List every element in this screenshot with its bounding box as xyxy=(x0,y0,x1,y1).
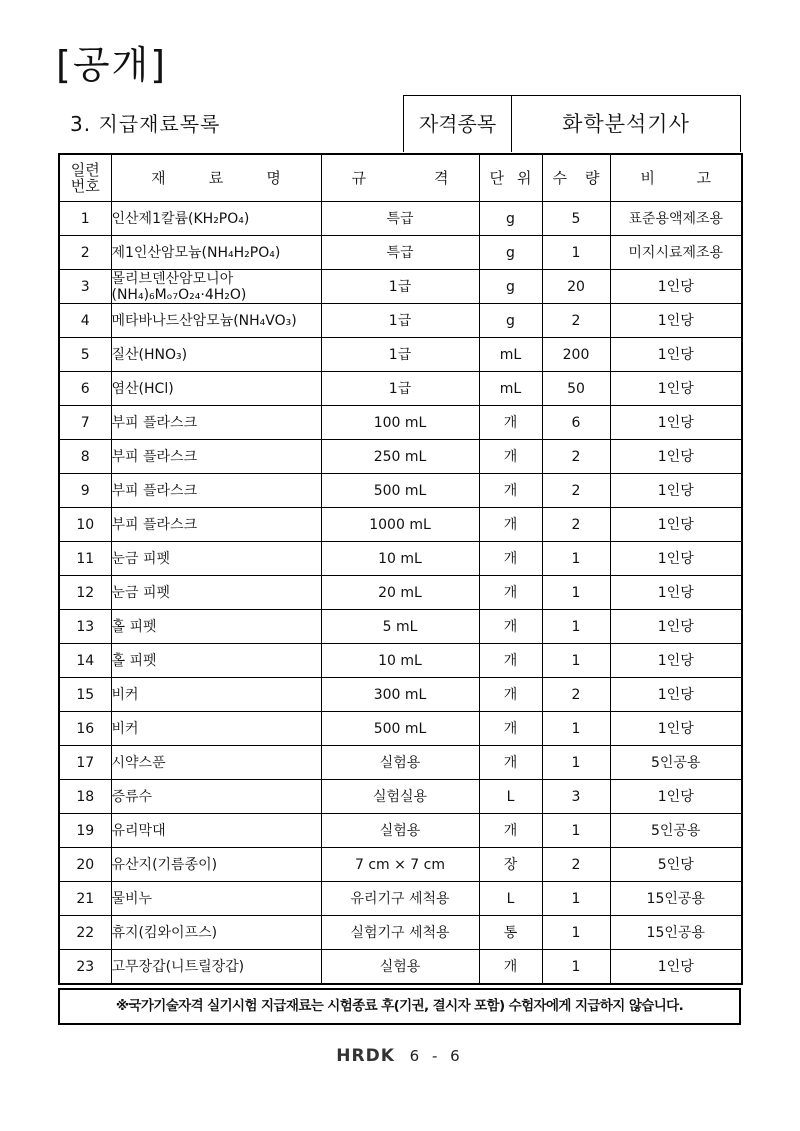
table-row xyxy=(59,644,742,678)
cell-remarks: 1인당 xyxy=(610,270,742,304)
table-row xyxy=(59,508,742,542)
cell-specification: 250 mL xyxy=(321,440,479,474)
cell-unit: 개 xyxy=(479,610,542,644)
cell-serial-number: 18 xyxy=(59,780,111,814)
cell-specification: 5 mL xyxy=(321,610,479,644)
header-specification-char2: 격 xyxy=(434,169,449,187)
table-row xyxy=(59,236,742,270)
certification-value: 화학분석기사 xyxy=(562,112,690,136)
cell-serial-number: 23 xyxy=(59,950,111,985)
cell-quantity: 5 xyxy=(542,202,610,236)
cell-material-name: 눈금 피펫 xyxy=(111,542,321,576)
table-row xyxy=(59,712,742,746)
cell-quantity: 1 xyxy=(542,644,610,678)
header-specification xyxy=(321,154,479,202)
header-quantity-char2: 량 xyxy=(585,169,600,187)
cell-quantity: 1 xyxy=(542,542,610,576)
header-unit xyxy=(479,154,542,202)
cell-unit: g xyxy=(479,236,542,270)
header-remarks-char1: 비 xyxy=(640,169,655,187)
table-row xyxy=(59,814,742,848)
cell-specification: 10 mL xyxy=(321,644,479,678)
cell-quantity: 1 xyxy=(542,950,610,985)
cell-serial-number: 8 xyxy=(59,440,111,474)
cell-material-name: 염산(HCl) xyxy=(111,372,321,406)
header-serial-line2: 번호 xyxy=(70,177,100,195)
hrdk-logo: HRDK xyxy=(336,1046,395,1066)
cell-quantity: 1 xyxy=(542,576,610,610)
cell-serial-number: 13 xyxy=(59,610,111,644)
section-title: 3. 지급재료목록 xyxy=(70,112,221,136)
header-material-name-char2: 료 xyxy=(208,169,224,187)
cell-specification: 10 mL xyxy=(321,542,479,576)
header-row xyxy=(58,95,741,153)
cell-remarks: 1인당 xyxy=(610,542,742,576)
cell-specification: 7 cm × 7 cm xyxy=(321,848,479,882)
cell-serial-number: 15 xyxy=(59,678,111,712)
cell-unit: 개 xyxy=(479,508,542,542)
table-header-row xyxy=(59,154,742,202)
cell-unit: L xyxy=(479,882,542,916)
cell-specification: 특급 xyxy=(321,236,479,270)
cell-specification: 500 mL xyxy=(321,474,479,508)
cell-specification: 300 mL xyxy=(321,678,479,712)
cell-quantity: 1 xyxy=(542,814,610,848)
cell-unit: 개 xyxy=(479,814,542,848)
cell-unit: 개 xyxy=(479,746,542,780)
cell-material-name: 비커 xyxy=(111,678,321,712)
header-unit-char2: 위 xyxy=(517,169,532,187)
cell-specification: 실험기구 세척용 xyxy=(321,916,479,950)
cell-material-name: 휴지(킴와이프스) xyxy=(111,916,321,950)
cell-remarks: 5인공용 xyxy=(610,746,742,780)
cell-unit: g xyxy=(479,270,542,304)
cell-specification: 실험실용 xyxy=(321,780,479,814)
cell-quantity: 200 xyxy=(542,338,610,372)
cell-unit: 개 xyxy=(479,576,542,610)
cell-unit: mL xyxy=(479,338,542,372)
cell-unit: 개 xyxy=(479,474,542,508)
cell-quantity: 1 xyxy=(542,882,610,916)
cell-serial-number: 5 xyxy=(59,338,111,372)
cell-quantity: 1 xyxy=(542,746,610,780)
certification-box xyxy=(403,95,741,152)
cell-remarks: 1인당 xyxy=(610,678,742,712)
cell-unit: 개 xyxy=(479,712,542,746)
cell-unit: 개 xyxy=(479,542,542,576)
cell-quantity: 3 xyxy=(542,780,610,814)
header-specification-char1: 규 xyxy=(351,169,366,187)
cell-serial-number: 20 xyxy=(59,848,111,882)
cell-unit: g xyxy=(479,202,542,236)
table-row xyxy=(59,338,742,372)
cell-serial-number: 6 xyxy=(59,372,111,406)
table-row xyxy=(59,746,742,780)
cell-material-name: 유리막대 xyxy=(111,814,321,848)
cell-specification: 실험용 xyxy=(321,950,479,985)
cell-material-name: 부피 플라스크 xyxy=(111,406,321,440)
cell-unit: 개 xyxy=(479,678,542,712)
cell-remarks: 5인당 xyxy=(610,848,742,882)
header-quantity xyxy=(542,154,610,202)
cell-specification: 100 mL xyxy=(321,406,479,440)
cell-unit: 개 xyxy=(479,644,542,678)
cell-remarks: 1인당 xyxy=(610,304,742,338)
cell-serial-number: 19 xyxy=(59,814,111,848)
cell-material-name: 홀 피펫 xyxy=(111,644,321,678)
cell-unit: 개 xyxy=(479,950,542,985)
cell-material-name: 부피 플라스크 xyxy=(111,440,321,474)
cell-material-name: 유산지(기름종이) xyxy=(111,848,321,882)
header-material-name-char1: 재 xyxy=(151,169,166,187)
cell-serial-number: 12 xyxy=(59,576,111,610)
cell-remarks: 1인당 xyxy=(610,508,742,542)
cell-unit: g xyxy=(479,304,542,338)
cell-material-name-line1: 몰리브덴산암모니아 xyxy=(111,270,234,287)
cell-serial-number: 11 xyxy=(59,542,111,576)
cell-quantity: 2 xyxy=(542,474,610,508)
cell-serial-number: 16 xyxy=(59,712,111,746)
table-row xyxy=(59,882,742,916)
document-classification-label: [공개] xyxy=(56,43,168,87)
cell-quantity: 1 xyxy=(542,610,610,644)
table-row xyxy=(59,474,742,508)
header-material-name xyxy=(111,154,321,202)
cell-specification: 500 mL xyxy=(321,712,479,746)
cell-serial-number: 4 xyxy=(59,304,111,338)
cell-quantity: 20 xyxy=(542,270,610,304)
table-row xyxy=(59,270,742,304)
cell-material-name: 메타바나드산암모늄(NH₄VO₃) xyxy=(111,304,321,338)
cell-specification: 1000 mL xyxy=(321,508,479,542)
cell-unit: 개 xyxy=(479,440,542,474)
table-row xyxy=(59,780,742,814)
cell-remarks: 1인당 xyxy=(610,712,742,746)
cell-quantity: 1 xyxy=(542,916,610,950)
table-row xyxy=(59,372,742,406)
cell-unit: L xyxy=(479,780,542,814)
cell-serial-number: 7 xyxy=(59,406,111,440)
cell-quantity: 1 xyxy=(542,236,610,270)
cell-remarks: 1인당 xyxy=(610,474,742,508)
page-number: 6 - 6 xyxy=(409,1047,464,1065)
certification-label: 자격종목 xyxy=(404,96,512,152)
cell-material-name: 눈금 피펫 xyxy=(111,576,321,610)
table-row xyxy=(59,848,742,882)
cell-material-name: 고무장갑(니트릴장갑) xyxy=(111,950,321,985)
cell-material-name: 시약스푼 xyxy=(111,746,321,780)
table-row xyxy=(59,406,742,440)
cell-unit: mL xyxy=(479,372,542,406)
cell-remarks: 1인당 xyxy=(610,372,742,406)
cell-remarks: 1인당 xyxy=(610,610,742,644)
cell-specification: 유리기구 세척용 xyxy=(321,882,479,916)
cell-serial-number: 10 xyxy=(59,508,111,542)
cell-material-name-line2: (NH₄)₆Mₒ₇O₂₄·4H₂O) xyxy=(111,286,247,303)
table-row xyxy=(59,916,742,950)
cell-specification: 실험용 xyxy=(321,814,479,848)
cell-specification: 특급 xyxy=(321,202,479,236)
cell-serial-number: 17 xyxy=(59,746,111,780)
cell-quantity: 2 xyxy=(542,848,610,882)
cell-unit: 개 xyxy=(479,406,542,440)
cell-unit: 장 xyxy=(479,848,542,882)
cell-remarks: 1인당 xyxy=(610,576,742,610)
cell-remarks: 1인당 xyxy=(610,338,742,372)
page-footer xyxy=(0,1046,800,1066)
cell-quantity: 2 xyxy=(542,304,610,338)
cell-quantity: 2 xyxy=(542,440,610,474)
cell-specification: 1급 xyxy=(321,338,479,372)
cell-material-name: 제1인산암모늄(NH₄H₂PO₄) xyxy=(111,236,321,270)
cell-specification: 1급 xyxy=(321,304,479,338)
cell-material-name: 인산제1칼륨(KH₂PO₄) xyxy=(111,202,321,236)
table-row xyxy=(59,950,742,985)
cell-serial-number: 1 xyxy=(59,202,111,236)
cell-material-name xyxy=(111,270,321,304)
cell-specification: 실험용 xyxy=(321,746,479,780)
cell-specification: 20 mL xyxy=(321,576,479,610)
cell-remarks: 1인당 xyxy=(610,644,742,678)
cell-quantity: 6 xyxy=(542,406,610,440)
cell-remarks: 5인공용 xyxy=(610,814,742,848)
cell-material-name: 부피 플라스크 xyxy=(111,474,321,508)
cell-remarks: 미지시료제조용 xyxy=(610,236,742,270)
cell-specification: 1급 xyxy=(321,270,479,304)
cell-remarks: 15인공용 xyxy=(610,916,742,950)
table-row xyxy=(59,678,742,712)
header-material-name-char3: 명 xyxy=(266,169,281,187)
cell-serial-number: 22 xyxy=(59,916,111,950)
header-unit-char1: 단 xyxy=(489,169,504,187)
cell-remarks: 표준용액제조용 xyxy=(610,202,742,236)
cell-serial-number: 2 xyxy=(59,236,111,270)
cell-material-name: 부피 플라스크 xyxy=(111,508,321,542)
table-body xyxy=(59,202,742,985)
header-remarks xyxy=(610,154,742,202)
table-row xyxy=(59,610,742,644)
cell-remarks: 1인당 xyxy=(610,406,742,440)
cell-remarks: 1인당 xyxy=(610,950,742,985)
cell-remarks: 15인공용 xyxy=(610,882,742,916)
header-quantity-char1: 수 xyxy=(552,169,567,187)
cell-remarks: 1인당 xyxy=(610,780,742,814)
cell-material-name: 질산(HNO₃) xyxy=(111,338,321,372)
notice-box: ※국가기술자격 실기시험 지급재료는 시험종료 후(기권, 결시자 포함) 수험자에게 지급하지 않습니다. xyxy=(58,988,741,1025)
cell-serial-number: 21 xyxy=(59,882,111,916)
table-row xyxy=(59,202,742,236)
table-row xyxy=(59,576,742,610)
materials-table xyxy=(58,153,743,985)
cell-serial-number: 3 xyxy=(59,270,111,304)
cell-serial-number: 9 xyxy=(59,474,111,508)
cell-specification: 1급 xyxy=(321,372,479,406)
header-serial-number xyxy=(59,154,111,202)
table-row xyxy=(59,304,742,338)
cell-remarks: 1인당 xyxy=(610,440,742,474)
cell-quantity: 50 xyxy=(542,372,610,406)
cell-serial-number: 14 xyxy=(59,644,111,678)
table-row xyxy=(59,440,742,474)
cell-material-name: 홀 피펫 xyxy=(111,610,321,644)
header-serial-line1: 일련 xyxy=(70,161,100,179)
cell-quantity: 2 xyxy=(542,678,610,712)
cell-quantity: 1 xyxy=(542,712,610,746)
cell-material-name: 물비누 xyxy=(111,882,321,916)
header-remarks-char2: 고 xyxy=(696,169,711,187)
cell-unit: 통 xyxy=(479,916,542,950)
cell-material-name: 비커 xyxy=(111,712,321,746)
table-row xyxy=(59,542,742,576)
cell-material-name: 증류수 xyxy=(111,780,321,814)
cell-quantity: 2 xyxy=(542,508,610,542)
